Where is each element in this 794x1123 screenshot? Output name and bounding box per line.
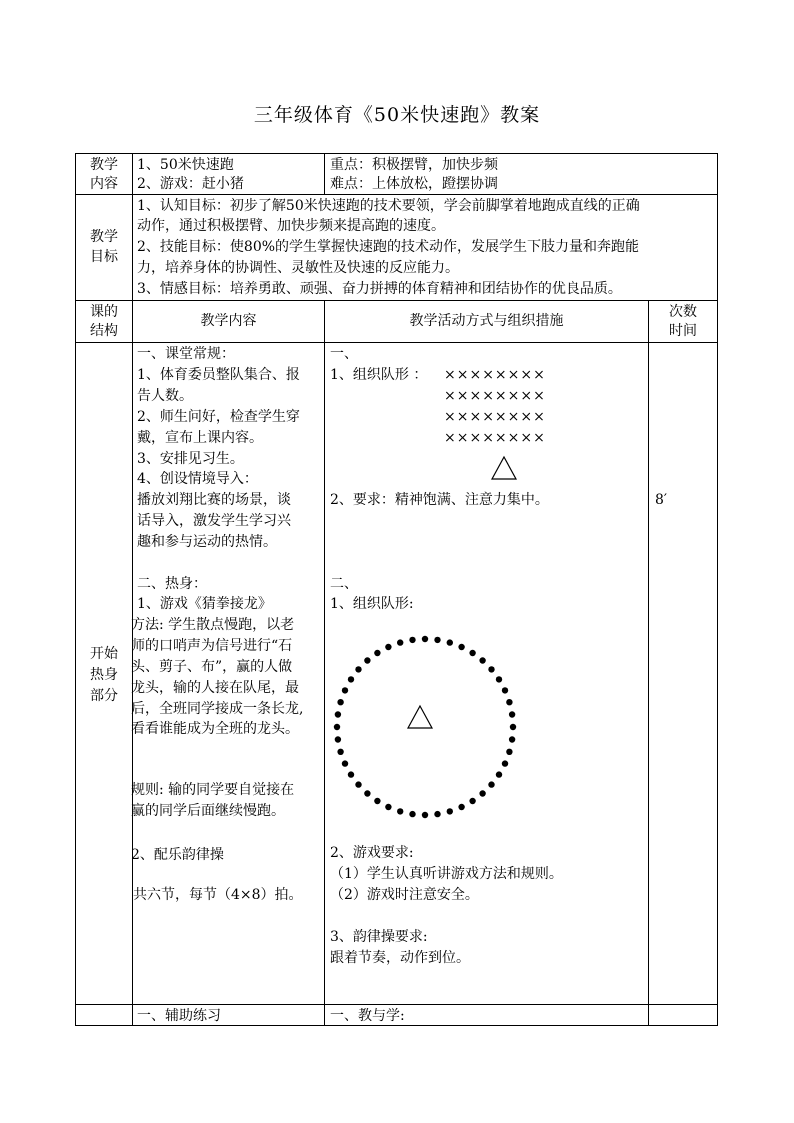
header-times-line2: 时间 [669, 323, 697, 339]
student-dot [510, 724, 516, 730]
header-structure-line1: 课的 [90, 304, 118, 320]
game-requirement-title: 2、游戏要求: [330, 845, 414, 861]
content-line: 方法: 学生散点慢跑，以老 [131, 617, 295, 633]
content-line: 戴，宣布上课内容。 [137, 430, 263, 446]
objective-line: 3、情感目标：培养勇敢、顽强、奋力拼搏的体育精神和团结协作的优良品质。 [137, 281, 622, 297]
activity-a-head: 一、 [330, 346, 358, 362]
rhythm-requirement-detail: 跟着节奏，动作到位。 [330, 950, 470, 966]
section-label-line3: 部分 [90, 688, 118, 704]
content-line: 4、创设情境导入： [137, 471, 258, 487]
content-line: 告人数。 [137, 388, 193, 404]
row1-key-point: 重点：积极摆臂，加快步频 [330, 157, 498, 173]
objective-line: 动作，通过积极摆臂、加快步频来提高跑的速度。 [137, 218, 445, 234]
student-dot [374, 798, 380, 804]
header-activity: 教学活动方式与组织措施 [409, 313, 564, 329]
activity-b-head: 二、 [330, 576, 358, 592]
formation-row: ×××××××× [444, 409, 546, 425]
section-label-line2: 热身 [90, 667, 118, 683]
student-dot [348, 676, 354, 682]
content-line: 师的口哨声为信号进行“石 [131, 638, 293, 654]
last-row-activity: 一、教与学: [330, 1008, 405, 1024]
content-line: 2、师生问好，检查学生穿 [137, 409, 300, 425]
rules-line: 赢的同学后面继续慢跑。 [131, 803, 285, 819]
row1-label-line1: 教学 [90, 157, 118, 173]
student-dot [409, 637, 415, 643]
student-dot [422, 812, 428, 818]
student-dot [422, 636, 428, 642]
row2-label-line1: 教学 [90, 229, 118, 245]
student-dot [374, 650, 380, 656]
student-dot [342, 760, 348, 766]
student-dot [447, 808, 453, 814]
content-line: 龙头，输的人接在队尾，最 [131, 680, 299, 696]
header-content: 教学内容 [200, 313, 257, 329]
header-times-line1: 次数 [669, 304, 697, 320]
student-dot [364, 657, 370, 663]
content-line: 1、体育委员整队集合、报 [137, 367, 300, 383]
last-row-content: 一、辅助练习 [137, 1008, 221, 1024]
content-line: 看看谁能成为全班的龙头。 [131, 721, 299, 737]
row1-content-2: 2、游戏：赶小猪 [137, 176, 244, 192]
student-dot [458, 804, 464, 810]
content-line: 二、热身： [137, 576, 207, 592]
objective-line: 1、认知目标：初步了解50米快速跑的技术要领，学会前脚掌着地跑成直线的正确 [137, 198, 640, 214]
formation-row: ×××××××× [444, 367, 546, 383]
content-line: 一、课堂常规： [137, 346, 235, 362]
activity-a-formation: 1、组织队形 ： [330, 367, 428, 383]
student-dot [488, 781, 494, 787]
student-dot [502, 760, 508, 766]
rhythm-detail: 共六节，每节（4×8）拍。 [133, 887, 303, 903]
student-dot [334, 724, 340, 730]
student-dot [385, 804, 391, 810]
activity-b-formation: 1、组织队形: [330, 596, 414, 612]
student-dot [506, 749, 512, 755]
student-dot [469, 650, 475, 656]
content-line: 话导入，激发学生学习兴 [137, 513, 291, 529]
student-dot [335, 736, 341, 742]
student-dot [355, 781, 361, 787]
student-dot [397, 639, 403, 645]
formation-row: ×××××××× [444, 430, 546, 446]
content-line: 后，全班同学接成一条长龙, [131, 701, 304, 717]
row2-label-line2: 目标 [90, 249, 118, 265]
rhythm-title: 2、配乐韵律操 [131, 847, 224, 863]
student-dot [488, 666, 494, 672]
content-line: 1、游戏《猜拳接龙》 [137, 596, 272, 612]
teacher-triangle-icon [490, 455, 518, 481]
student-dot [509, 711, 515, 717]
rules-line: 规则: 输的同学要自觉接在 [131, 782, 295, 798]
student-dot [335, 711, 341, 717]
content-line: 播放刘翔比赛的场景，谈 [137, 492, 291, 508]
section-label-line1: 开始 [90, 646, 118, 662]
game-requirement-1: （1）学生认真听讲游戏方法和规则。 [330, 866, 563, 882]
student-dot [496, 771, 502, 777]
teacher-triangle-icon [406, 704, 434, 730]
formation-row: ×××××××× [444, 388, 546, 404]
student-dot [337, 699, 343, 705]
header-structure-line2: 结构 [90, 323, 118, 339]
rhythm-requirement-title: 3、韵律操要求: [330, 929, 428, 945]
student-dot [337, 749, 343, 755]
objective-line: 力，培养身体的协调性、灵敏性及快速的反应能力。 [137, 260, 459, 276]
student-dot [397, 808, 403, 814]
student-dot [364, 790, 370, 796]
page-title: 三年级体育《50米快速跑》教案 [253, 104, 541, 126]
student-dot [447, 639, 453, 645]
student-dot [509, 736, 515, 742]
row1-label-line2: 内容 [90, 176, 118, 192]
row1-difficulty: 难点：上体放松，蹬摆协调 [330, 176, 498, 192]
student-dot [458, 644, 464, 650]
student-dot [479, 657, 485, 663]
content-line: 3、安排见习生。 [137, 451, 244, 467]
student-dot [434, 637, 440, 643]
student-dot [355, 666, 361, 672]
student-dot [348, 771, 354, 777]
student-dot [502, 687, 508, 693]
student-dot [506, 699, 512, 705]
student-dot [469, 798, 475, 804]
student-dot [479, 790, 485, 796]
game-requirement-2: （2）游戏时注意安全。 [330, 887, 479, 903]
time-value: 8′ [655, 492, 668, 508]
student-dot [342, 687, 348, 693]
activity-a-requirement: 2、要求：精神饱满、注意力集中。 [330, 492, 549, 508]
student-dot [409, 811, 415, 817]
objective-line: 2、技能目标：使80%的学生掌握快速跑的技术动作，发展学生下肢力量和奔跑能 [137, 239, 640, 255]
content-line: 趣和参与运动的热情。 [137, 534, 277, 550]
content-line: 头、剪子、布”，赢的人做 [131, 659, 293, 675]
student-dot [434, 811, 440, 817]
row1-content-1: 1、50米快速跑 [137, 157, 234, 173]
student-dot [385, 644, 391, 650]
student-dot [496, 676, 502, 682]
